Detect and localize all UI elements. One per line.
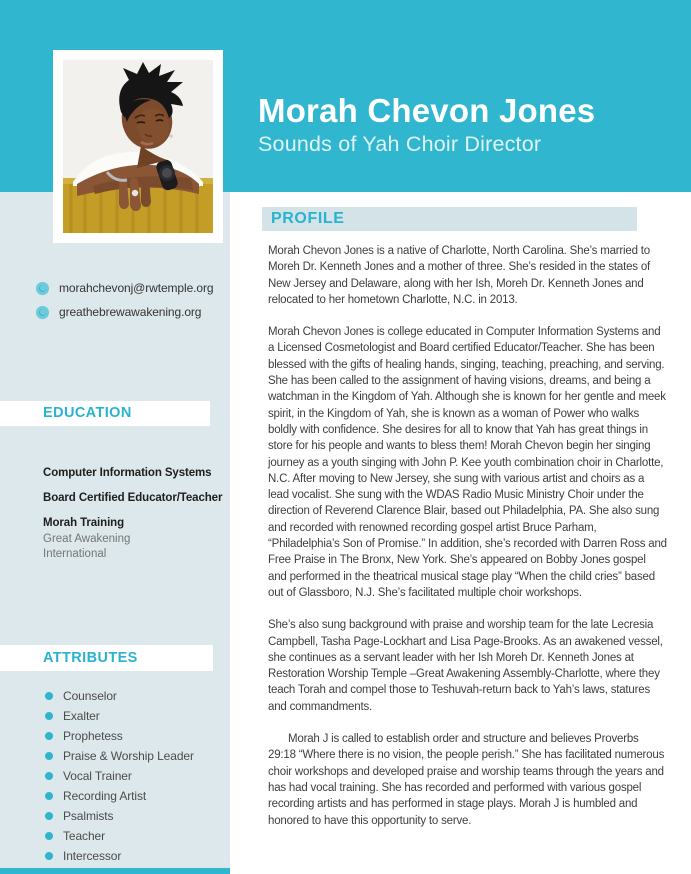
education-item-subline: Great Awakening xyxy=(43,533,131,545)
attribute-item xyxy=(45,746,194,766)
attribute-label: Teacher xyxy=(63,829,105,843)
profile-paragraph: Morah Chevon Jones is college educated in Computer Information Systems and a Licensed Cosmetologist and Board certified Educator/Teacher. She has been blessed with the gifts of healing hands, singing, teaching, preaching, and serving. She has been called to the assignment of having visions, dreams, and being a watchman in the Kingdom of Yah. Although she is known for her gentle and meek spirit, in the Kingdom of Yah, she is known as a woman of Power who walks boldly with confidence. She desires for all to know that Yah has great things in store for his people and wants to bless them! Morah Chevon begin her singing journey as a youth singing with John P. Kee youth combination choir in Charlotte, N.C. After moving to New Jersey, she sung with various artist and choirs as a lead vocalist. She sung with the WDAS Radio Music Ministry Choir under the direction of Reverend Clarence Blair, based out Philadelphia, PA. She also sung and recorded with renowned recording gospel artist Bruce Parham, “Philadelphia’s Son of Promise.” In addition, she’s recorded with Darren Ross and Free Praise in The Bronx, New York. She’s appeared on Bobby Jones gospel and performed in the theatrical musical stage play “When the child cries” based out of Glassboro, N.J. She’s facilitated multiple choir workshops. xyxy=(268,326,667,599)
profile-heading-band xyxy=(262,207,637,231)
attribute-item xyxy=(45,686,194,706)
education-list xyxy=(43,466,225,562)
education-item-subline: International xyxy=(43,548,107,560)
bullet-dot-icon xyxy=(45,832,53,840)
bullet-dot-icon xyxy=(45,792,53,800)
contact-section xyxy=(36,281,226,329)
education-heading: EDUCATION xyxy=(43,405,132,421)
education-item-title: Morah Training xyxy=(43,517,125,529)
globe-icon xyxy=(36,306,49,319)
attribute-label: Vocal Trainer xyxy=(63,769,132,783)
contact-website-row xyxy=(36,305,226,319)
attribute-item xyxy=(45,826,194,846)
attribute-item xyxy=(45,766,194,786)
attribute-item xyxy=(45,726,194,746)
profile-paragraph: She’s also sung background with praise and worship team for the late Lecresia Campbell, Tasha Page-Lockhart and Lisa Page-Brooks. As an awakened vessel, she continues as a servant leader with her Ish Moreh Dr. Kenneth Jones at Restoration Worship Temple –Great Awakening Assembly-Charlotte, where they teach Torah and compel those to Teshuvah-return back to Yah’s laws, statures and commandments. xyxy=(268,619,663,713)
bullet-dot-icon xyxy=(45,752,53,760)
attribute-label: Recording Artist xyxy=(63,789,147,803)
profile-body xyxy=(268,243,667,845)
education-item-title: Board Certified Educator/Teacher xyxy=(43,492,223,504)
contact-email-row xyxy=(36,281,226,295)
attribute-item xyxy=(45,806,194,826)
attribute-item xyxy=(45,786,194,806)
website-text: greathebrewawakening.org xyxy=(59,305,202,319)
attributes-list xyxy=(45,686,194,866)
person-name: Morah Chevon Jones xyxy=(258,92,596,129)
education-heading-band xyxy=(0,401,210,426)
attributes-heading: ATTRIBUTES xyxy=(43,650,138,666)
profile-heading: PROFILE xyxy=(271,210,345,227)
bullet-dot-icon xyxy=(45,732,53,740)
person-job-title: Sounds of Yah Choir Director xyxy=(258,132,542,156)
attribute-label: Psalmists xyxy=(63,809,114,823)
bullet-dot-icon xyxy=(45,712,53,720)
bullet-dot-icon xyxy=(45,812,53,820)
attribute-label: Counselor xyxy=(63,689,117,703)
bullet-dot-icon xyxy=(45,772,53,780)
profile-paragraph: Morah J is called to establish order and structure and believes Proverbs 29:18 “Where there is no vision, the people perish.” She has facilitated numerous choir workshops and developed praise and worship teams through the years and has had vocal training. She has recorded and performed with various gospel recording artists and has performed in stage plays. Morah J is humbled and honored to have this opportunity to serve. xyxy=(268,733,665,827)
attribute-label: Praise & Worship Leader xyxy=(63,749,194,763)
education-item-title: Computer Information Systems xyxy=(43,467,212,479)
profile-paragraph: Morah Chevon Jones is a native of Charlotte, North Carolina. She’s married to Moreh Dr. Kenneth Jones and a mother of three. She’s resided in the states of New Jersey and Delaware, along with her Ish, Moreh Dr. Kenneth Jones and relocated to her hometown Charlotte, N.C. in 2013. xyxy=(268,245,651,306)
bullet-dot-icon xyxy=(45,692,53,700)
attribute-label: Exalter xyxy=(63,709,100,723)
attribute-item xyxy=(45,846,194,866)
attributes-heading-band xyxy=(0,645,213,671)
attribute-label: Intercessor xyxy=(63,849,122,863)
sidebar-bottom-accent xyxy=(0,868,230,874)
email-text: morahchevonj@rwtemple.org xyxy=(59,281,214,295)
photo-card xyxy=(53,50,223,243)
email-icon xyxy=(36,282,49,295)
attribute-item xyxy=(45,706,194,726)
attribute-label: Prophetess xyxy=(63,729,123,743)
portrait-photo xyxy=(63,60,213,233)
bullet-dot-icon xyxy=(45,852,53,860)
